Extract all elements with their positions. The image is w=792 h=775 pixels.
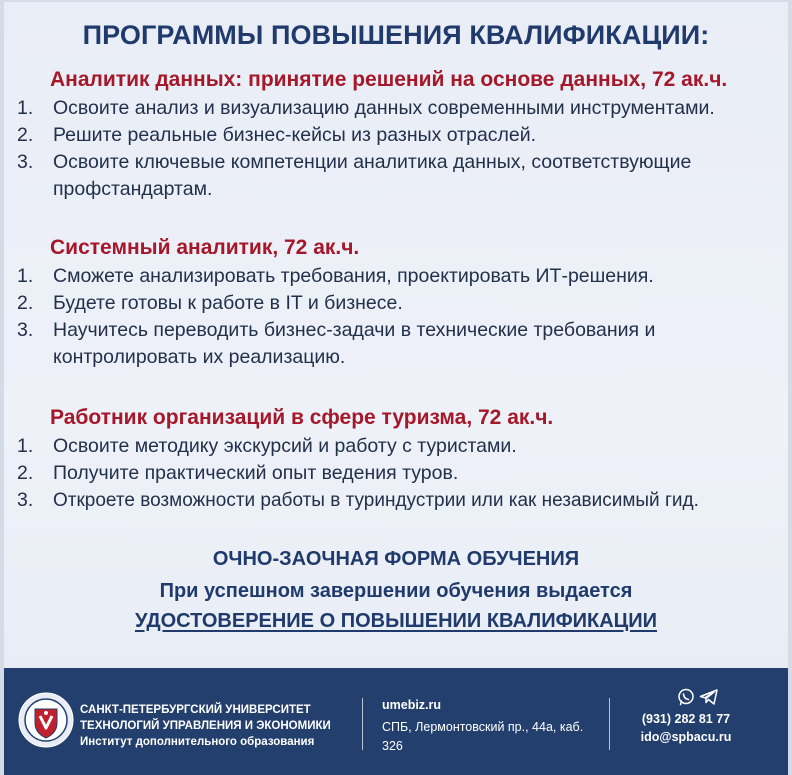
item-text: Получите практический опыт ведения туров. bbox=[53, 462, 459, 484]
university-name-line2: ТЕХНОЛОГИЙ УПРАВЛЕНИЯ И ЭКОНОМИКИ bbox=[80, 720, 331, 732]
university-block bbox=[80, 702, 331, 750]
page-title: ПРОГРАММЫ ПОВЫШЕНИЯ КВАЛИФИКАЦИИ: bbox=[82, 20, 710, 50]
item-number: 1. bbox=[17, 435, 34, 457]
program-items bbox=[4, 433, 788, 514]
list-item bbox=[4, 122, 788, 149]
list-item bbox=[4, 487, 788, 514]
list-item bbox=[4, 433, 788, 460]
program-title: Аналитик данных: принятие решений на основе данных, 72 ак.ч. bbox=[50, 68, 728, 91]
item-number: 1. bbox=[17, 97, 34, 119]
completion-note: При успешном завершении обучения выдается bbox=[159, 580, 633, 602]
program-items bbox=[4, 95, 788, 203]
item-number: 3. bbox=[17, 319, 34, 341]
item-number: 2. bbox=[17, 124, 34, 146]
item-text: Откроете возможности работы в туриндустрии или как независимый гид. bbox=[53, 490, 699, 511]
program-title: Системный аналитик, 72 ак.ч. bbox=[50, 236, 360, 259]
list-item bbox=[4, 95, 788, 122]
item-number: 2. bbox=[17, 292, 34, 314]
program-items bbox=[4, 263, 788, 371]
footer-divider bbox=[362, 698, 363, 750]
item-number: 3. bbox=[17, 151, 34, 173]
program-title: Работник организаций в сфере туризма, 72 ак.ч. bbox=[50, 406, 554, 429]
phone-number[interactable]: (931) 282 81 77 bbox=[641, 712, 731, 726]
item-text: Освоите анализ и визуализацию данных современными инструментами. bbox=[53, 97, 715, 119]
list-item bbox=[4, 290, 788, 317]
list-item bbox=[4, 317, 788, 371]
item-text: Решите реальные бизнес-кейсы из разных отраслей. bbox=[53, 124, 537, 146]
certificate-text: УДОСТОВЕРЕНИЕ О ПОВЫШЕНИИ КВАЛИФИКАЦИИ bbox=[134, 610, 658, 632]
list-item bbox=[4, 460, 788, 487]
study-form: ОЧНО-ЗАОЧНАЯ ФОРМА ОБУЧЕНИЯ bbox=[212, 548, 580, 570]
messenger-icons bbox=[677, 688, 719, 706]
list-item bbox=[4, 263, 788, 290]
item-text: Освоите ключевые компетенции аналитика данных, соответствующие профстандартам. bbox=[53, 151, 692, 200]
website-link[interactable]: umebiz.ru bbox=[382, 698, 442, 712]
item-text: Научитесь переводить бизнес-задачи в технические требования и контролировать их реализацию. bbox=[53, 319, 656, 368]
item-text: Сможете анализировать требования, проектировать ИТ-решения. bbox=[53, 265, 654, 287]
whatsapp-icon[interactable] bbox=[677, 688, 695, 706]
telegram-icon[interactable] bbox=[699, 688, 719, 706]
footer bbox=[4, 668, 788, 775]
item-number: 1. bbox=[17, 265, 34, 287]
university-logo bbox=[18, 692, 74, 748]
item-text: Освоите методику экскурсий и работу с туристами. bbox=[53, 435, 517, 457]
email-link[interactable]: ido@spbacu.ru bbox=[640, 730, 732, 744]
list-item bbox=[4, 149, 788, 203]
item-text: Будете готовы к работе в IT и бизнесе. bbox=[53, 292, 403, 314]
item-number: 3. bbox=[17, 489, 34, 511]
item-number: 2. bbox=[17, 462, 34, 484]
institute-name: Институт дополнительного образования bbox=[80, 736, 315, 748]
footer-divider bbox=[609, 698, 610, 750]
address: СПБ, Лермонтовский пр., 44а, каб. 326 bbox=[382, 720, 584, 753]
certificate-title bbox=[4, 610, 788, 633]
university-name-line1: САНКТ-ПЕТЕРБУРГСКИЙ УНИВЕРСИТЕТ bbox=[80, 704, 311, 716]
